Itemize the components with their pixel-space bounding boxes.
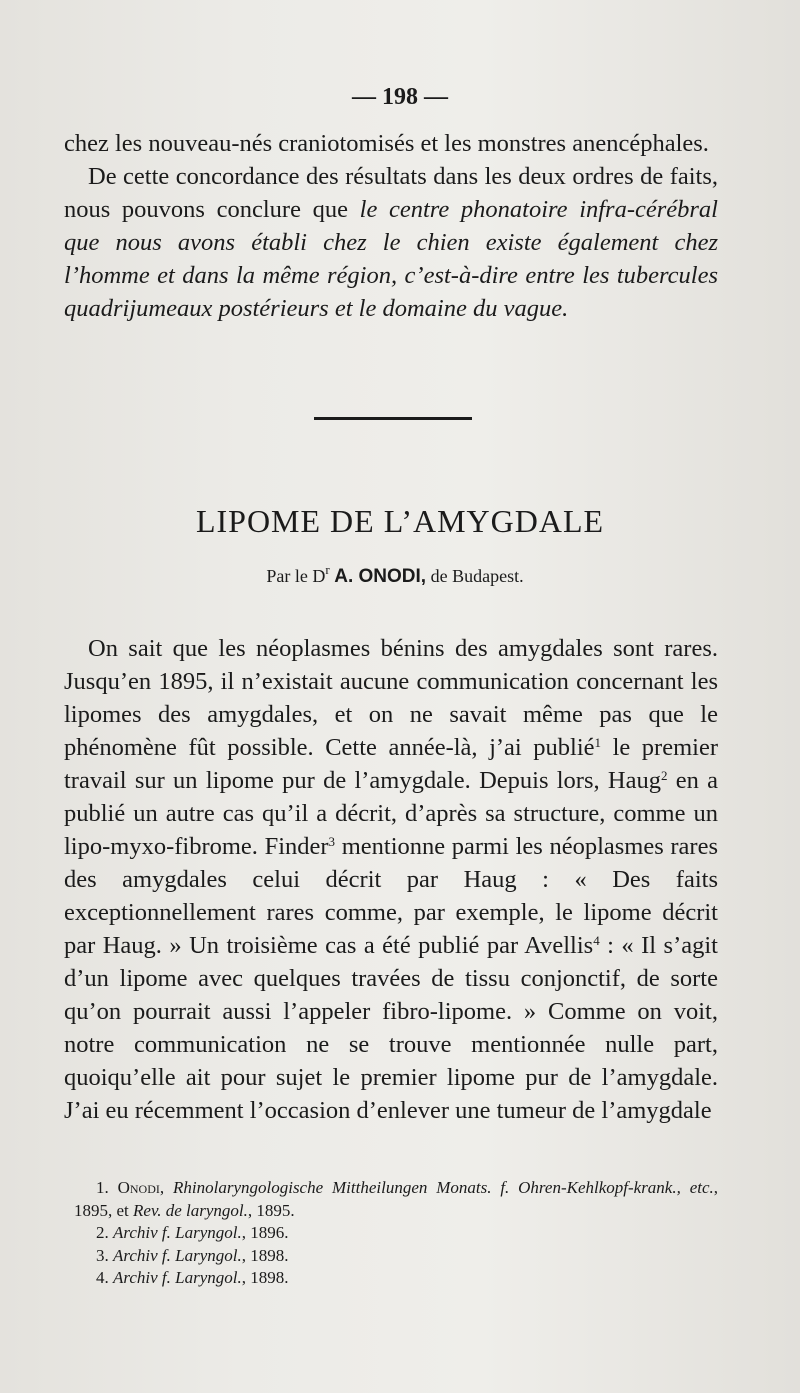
- article-body: [64, 632, 718, 1127]
- footnote-journal: Archiv f. Laryngol.: [113, 1268, 242, 1287]
- body-text: en a publié un autre cas qu’il a décrit, d’après sa structure, comme un lipo-myxo-fibrome. Finder: [64, 767, 719, 860]
- footnote-text: , 1896.: [241, 1223, 289, 1242]
- footnote-text: , 1895.: [247, 1200, 295, 1220]
- body-text: le premier travail sur un lipome pur de l’amygdale. Depuis lors, Haug: [64, 734, 718, 794]
- paragraph: [64, 160, 718, 325]
- paragraph-text: chez les nouveau-nés craniotomisés et les monstres anencéphales.: [64, 130, 709, 157]
- section-divider: [314, 417, 472, 420]
- footnote-journal: Rhinolaryngologische Mittheilungen Monats. f. Ohren-Kehlkopf-krank., etc.: [173, 1178, 714, 1197]
- paragraph: [64, 632, 718, 1127]
- footnote-number: 4.: [96, 1268, 109, 1287]
- footnote-text: , 1895, et: [74, 1178, 719, 1220]
- footnote-ref: 3: [328, 834, 336, 849]
- paragraph: [64, 127, 718, 160]
- footnote-text: ,: [159, 1178, 173, 1197]
- byline-location: de Budapest.: [426, 566, 524, 586]
- footnote-number: 2.: [96, 1223, 109, 1242]
- footnote-3: [74, 1245, 718, 1268]
- body-text: mentionne parmi les néoplasmes rares des amygdales celui décrit par Haug : « Des faits exceptionnellement rares comme, par exemple, le lipome décrit par Haug. » Un troisième cas a été publié par Avellis: [64, 833, 719, 959]
- article-byline: [0, 562, 790, 588]
- footnote-1: [74, 1177, 718, 1222]
- byline-author: A. ONODI,: [334, 566, 427, 587]
- footnotes: [74, 1177, 718, 1290]
- italic-conclusion: le centre phonatoire infra-cérébral que nous avons établi chez le chien existe également chez l’homme et dans la même région, c’est-à-dire entre les tubercules quadrijumeaux postérieurs et le domaine du vague.: [64, 196, 718, 322]
- byline-prefix: Par le D: [266, 566, 326, 586]
- footnote-journal: Archiv f. Laryngol.: [113, 1245, 242, 1265]
- footnote-journal: Rev. de laryngol.: [133, 1200, 248, 1220]
- body-text: On sait que les néoplasmes bénins des amygdales sont rares. Jusqu’en 1895, il n’existait aucune communication concernant les lipomes des amygdales, et on ne savait même pas que le phénomène fût possible. Cette année-là, j’ai publié: [64, 635, 718, 761]
- paragraph-text: De cette concordance des résultats dans les deux ordres de faits, nous pouvons conclure que: [64, 163, 718, 223]
- footnote-author: Onodi: [117, 1178, 160, 1197]
- byline-superscript: r: [325, 562, 330, 577]
- previous-article-conclusion: [64, 127, 718, 325]
- page-number: — 198 —: [352, 84, 448, 110]
- article-title: LIPOME DE L’AMYGDALE: [195, 503, 605, 539]
- footnote-number: 3.: [96, 1245, 109, 1265]
- footnote-journal: Archiv f. Laryngol.: [113, 1223, 242, 1242]
- footnote-text: , 1898.: [241, 1268, 289, 1287]
- footnote-ref: 4: [593, 933, 600, 948]
- body-text: : « Il s’agit d’un lipome avec quelques travées de tissu conjonctif, de sorte qu’on pourrait aussi l’appeler fibro-lipome. » Comme on voit, notre communication ne se trouve mentionnée nulle part, quoiqu’elle ait pour sujet le premier lipome pur de l’amygdale. J’ai eu récemment l’occasion d’enlever une tumeur de l’amygdale: [64, 932, 718, 1124]
- footnote-ref: 2: [660, 768, 668, 783]
- footnote-2: [74, 1222, 718, 1245]
- footnote-ref: 1: [594, 735, 602, 750]
- footnote-text: , 1898.: [241, 1245, 289, 1265]
- footnote-number: 1.: [96, 1178, 109, 1197]
- footnote-4: [74, 1267, 718, 1290]
